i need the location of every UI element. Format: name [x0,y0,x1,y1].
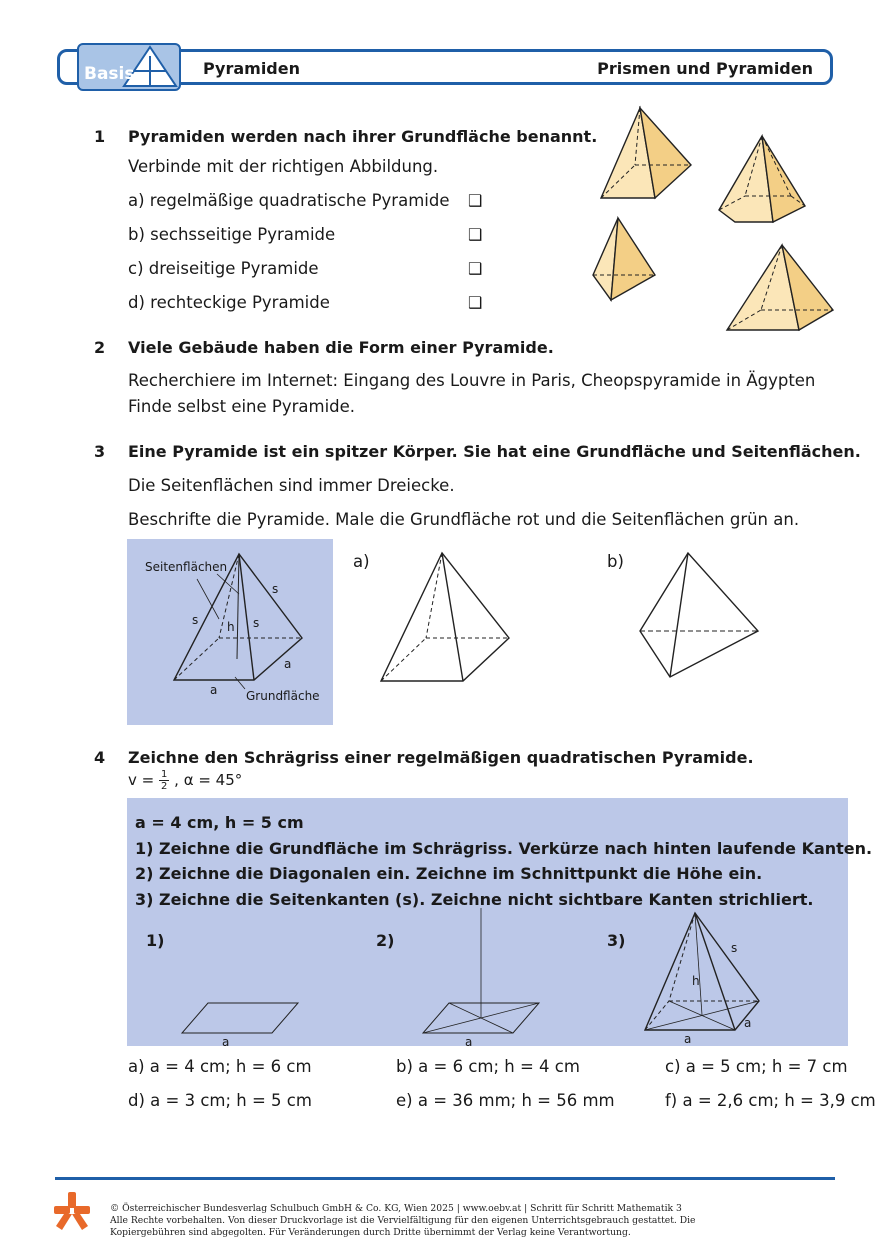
fig3-a-right-label: a [744,1016,752,1030]
header-chapter: Prismen und Pyramiden [597,59,813,78]
logo-text: Basis [84,64,135,84]
hexagonal-pyramid-figure [719,136,805,222]
fig3-a-bottom-label: a [684,1032,692,1046]
v-label: v = [128,771,155,789]
copyright-footer [110,1203,750,1239]
task1-option-a: a) regelmäßige quadratische Pyramide [128,191,450,210]
task1-checkbox-a[interactable]: ❑ [468,191,483,210]
task4-construction-figures [127,798,848,1058]
task3-number: 3 [94,442,106,461]
fig1-label: 1) [146,931,165,950]
fig3-s-label: s [731,941,738,955]
exercise-a: a) a = 4 cm; h = 6 cm [128,1057,312,1076]
task1-heading: Pyramiden werden nach ihrer Grundfläche benannt. [128,127,598,146]
rectangular-pyramid-figure [727,245,833,330]
pyramid-illustrations [585,100,845,340]
exercise-e: e) a = 36 mm; h = 56 mm [396,1091,615,1110]
footer-line2: Alle Rechte vorbehalten. Von dieser Druckvorlage ist die Vervielfältigung für den eigenen Unterrichtsgebrauch gestattet. Die [110,1215,696,1226]
label-grundflaeche: Grundfläche [246,689,320,703]
fig3-label: 3) [607,931,626,950]
frac-denominator: 2 [161,781,168,792]
v-fraction [159,769,169,792]
label-a-bottom: a [210,683,218,697]
task1-option-c: c) dreiseitige Pyramide [128,259,319,278]
task3-heading: Eine Pyramide ist ein spitzer Körper. Sie hat eine Grundfläche und Seitenflächen. [128,442,861,461]
task4-step3: 3) Zeichne die Seitenkanten (s). Zeichne nicht sichtbare Kanten strichliert. [135,890,814,909]
task1-instruction: Verbinde mit der richtigen Abbildung. [128,157,439,176]
task3-pyramid-a [370,545,520,685]
task2-heading: Viele Gebäude haben die Form einer Pyramide. [128,338,554,357]
fig2-a-label: a [465,1035,473,1049]
label-seitenflaechen: Seitenflächen [145,560,228,574]
label-s-middle: s [253,616,260,630]
fig2-label: 2) [376,931,395,950]
header-title: Pyramiden [203,59,300,78]
exercise-b: b) a = 6 cm; h = 4 cm [396,1057,580,1076]
task3-label-b: b) [607,552,624,571]
exercise-f: f) a = 2,6 cm; h = 3,9 cm [665,1091,876,1110]
task2-line1: Recherchiere im Internet: Eingang des Louvre in Paris, Cheopspyramide in Ägypten [128,371,816,390]
task4-parameters [128,769,242,792]
frac-numerator: 1 [161,769,168,780]
footer-line3: Kopiergebühren sind abgegolten. Für Veränderungen durch Dritte übernimmt der Verlag keine Verantwortung. [110,1227,631,1238]
alpha-label: , α = 45° [174,771,243,789]
task1-number: 1 [94,127,106,146]
square-pyramid-figure [601,108,691,198]
fig1-a-label: a [222,1035,230,1049]
task3-label-a: a) [353,552,370,571]
footer-line1: © Österreichischer Bundesverlag Schulbuch GmbH & Co. KG, Wien 2025 | www.oebv.at | Schritt für Schritt Mathematik 3 [110,1203,682,1214]
task1-checkbox-c[interactable]: ❑ [468,259,483,278]
task3-line1: Die Seitenflächen sind immer Dreiecke. [128,476,455,495]
triangular-pyramid-figure [593,218,655,300]
task3-pyramid-b [630,545,770,685]
exercise-d: d) a = 3 cm; h = 5 cm [128,1091,312,1110]
task1-checkbox-d[interactable]: ❑ [468,293,483,312]
task4-given: a = 4 cm, h = 5 cm [135,813,304,832]
footer-line [55,1177,835,1180]
publisher-logo-icon [52,1190,92,1232]
task3-line2: Beschrifte die Pyramide. Male die Grundfläche rot und die Seitenflächen grün an. [128,510,800,529]
task4-number: 4 [94,748,106,767]
task2-line2: Finde selbst eine Pyramide. [128,397,356,416]
task2-number: 2 [94,338,106,357]
task1-option-d: d) rechteckige Pyramide [128,293,330,312]
task1-checkbox-b[interactable]: ❑ [468,225,483,244]
label-s-right: s [272,582,279,596]
label-h: h [227,620,235,634]
label-a-right: a [284,657,292,671]
exercise-c: c) a = 5 cm; h = 7 cm [665,1057,848,1076]
fig3-h-label: h [692,974,700,988]
task4-step2: 2) Zeichne die Diagonalen ein. Zeichne im Schnittpunkt die Höhe ein. [135,864,763,883]
label-s-left: s [192,613,199,627]
task1-option-b: b) sechsseitige Pyramide [128,225,336,244]
task4-heading: Zeichne den Schrägriss einer regelmäßigen quadratischen Pyramide. [128,748,754,767]
task4-step1: 1) Zeichne die Grundfläche im Schrägriss. Verkürze nach hinten laufende Kanten. [135,839,873,858]
